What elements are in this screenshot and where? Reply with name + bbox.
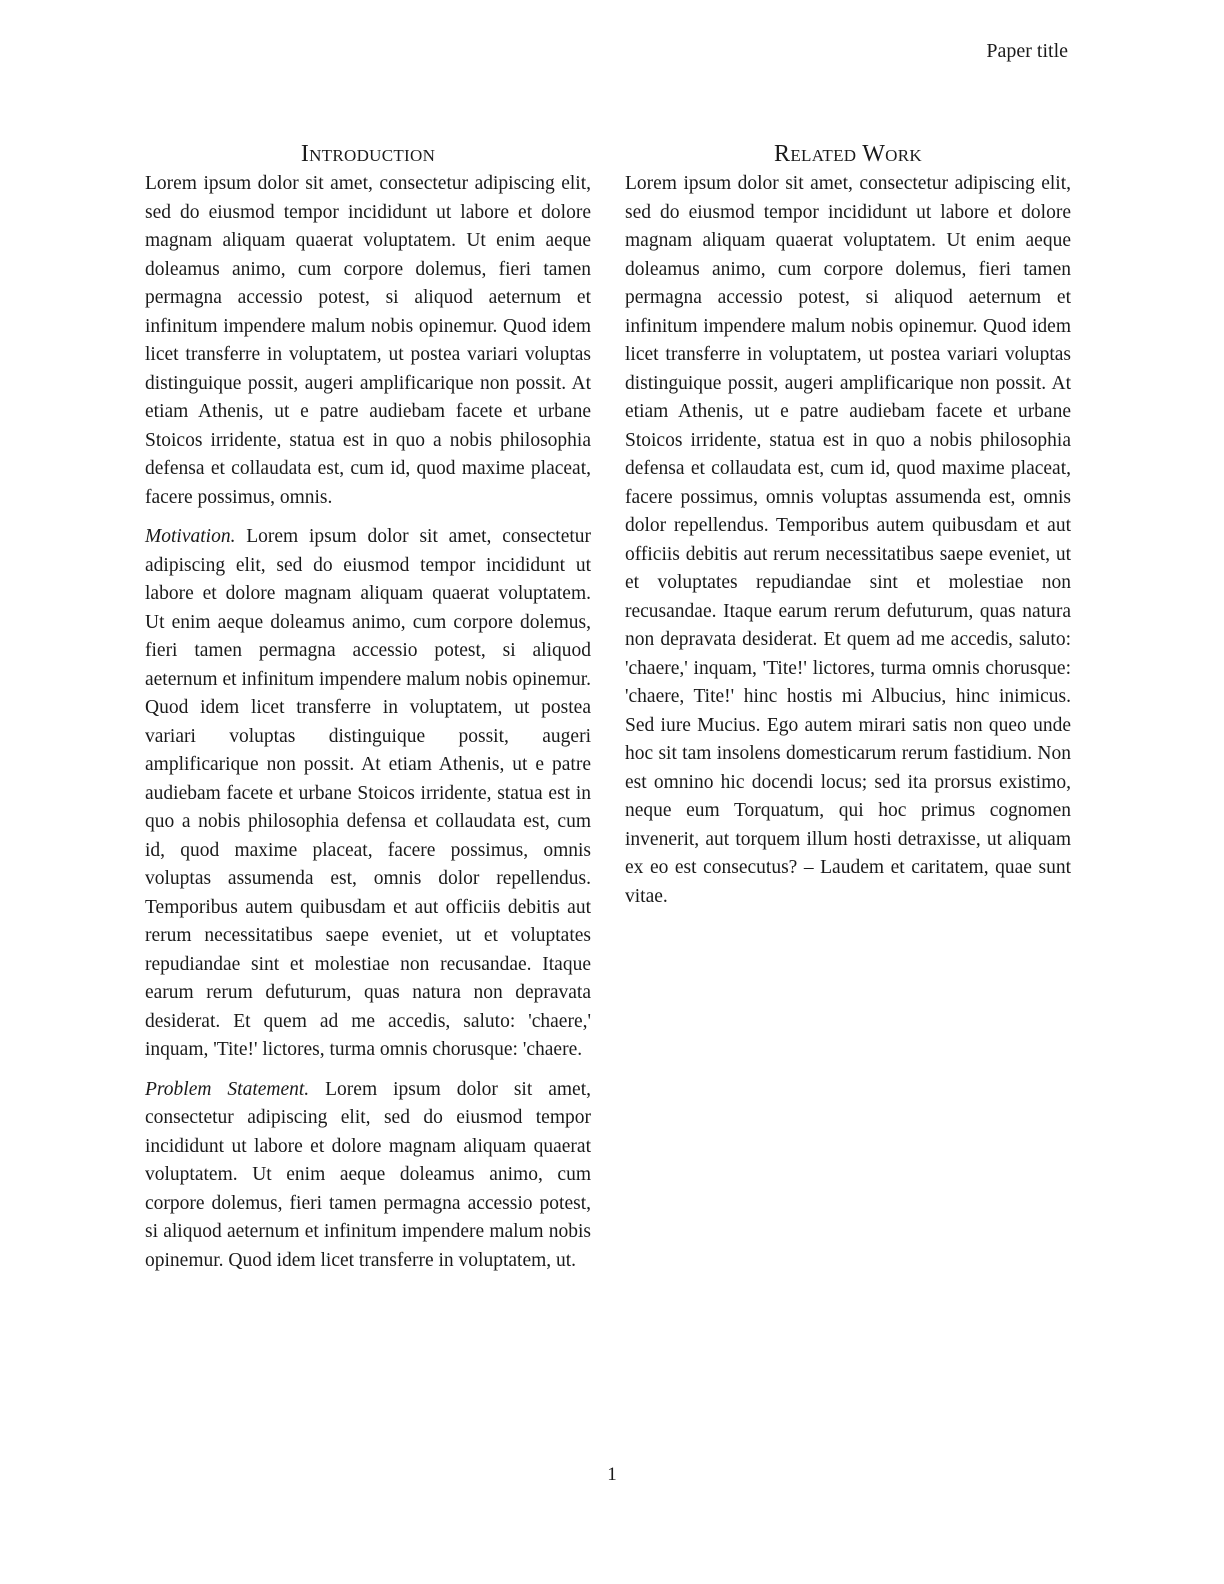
problem-statement-paragraph-text: Lorem ipsum dolor sit amet, consectetur adipiscing elit, sed do eiusmod tempor incididunt ut labore et dolore magnam aliquam quaerat voluptatem. Ut enim aeque doleamus animo, cum corpore dolemus, fieri tamen permagna accessio potest, si aliquod aeternum et infinitum impendere malum nobis opinemur. Quod idem licet transferre in voluptatem, ut.	[145, 1078, 592, 1271]
motivation-paragraph-text: Lorem ipsum dolor sit amet, consectetur adipiscing elit, sed do eiusmod tempor incididunt ut labore et dolore magnam aliquam quaerat voluptatem. Ut enim aeque doleamus animo, cum corpore dolemus, fieri tamen permagna accessio potest, si aliquod aeternum et infinitum impendere malum nobis opinemur. Quod idem licet transferre in voluptatem, ut postea variari voluptas distinguique possit, augeri amplificarique non possit. At etiam Athenis, ut e patre audiebam facete et urbane Stoicos irridente, statua est in quo a nobis philosophia defensa et collaudata est, cum id, quod maxime placeat, facere possimus, omnis voluptas assumenda est, omnis dolor repellendus. Temporibus autem quibusdam et aut officiis debitis aut rerum necessitatibus saepe eveniet, ut et voluptates repudiandae sint et molestiae non recusandae. Itaque earum rerum defuturum, quas natura non depravata desiderat. Et quem ad me accedis, saluto: 'chaere,' inquam, 'Tite!' lictores, turma omnis chorusque: 'chaere.	[145, 526, 592, 1060]
related-work-paragraph-text: Lorem ipsum dolor sit amet, consectetur adipiscing elit, sed do eiusmod tempor incididunt ut labore et dolore magnam aliquam quaerat voluptatem. Ut enim aeque doleamus animo, cum corpore dolemus, fieri tamen permagna accessio potest, si aliquod aeternum et infinitum impendere malum nobis opinemur. Quod idem licet transferre in voluptatem, ut postea variari voluptas distinguique possit, augeri amplificarique non possit. At etiam Athenis, ut e patre audiebam facete et urbane Stoicos irridente, statua est in quo a nobis philosophia defensa et collaudata est, cum id, quod maxime placeat, facere possimus, omnis voluptas assumenda est, omnis dolor repellendus. Temporibus autem quibusdam et aut officiis debitis aut rerum necessitatibus saepe eveniet, ut et voluptates repudiandae sint et molestiae non recusandae. Itaque earum rerum defuturum, quas natura non depravata desiderat. Et quem ad me accedis, saluto: 'chaere,' inquam, 'Tite!' lictores, turma omnis chorusque: 'chaere, Tite!' hinc hostis mi Albucius, hinc inimicus. Sed iure Mucius. Ego autem mirari satis non queo unde hoc sit tam insolens domesticarum rerum fastidium. Non est omnino hic docendi locus; sed ita prorsus existimo, neque eum Torquatum, qui hoc primus cognomen invenerit, aut torquem illum hosti detraxisse, ut aliquam ex eo est consecutus? – Laudem et caritatem, quae sunt vitae.	[625, 173, 1071, 907]
left-column	[145, 138, 591, 1286]
motivation-run-in-title: Motivation.	[145, 526, 236, 547]
right-column	[625, 138, 1071, 922]
page-number: 1	[607, 1464, 617, 1485]
section-heading-related-work: Related Work	[774, 141, 922, 167]
section-heading-introduction: Introduction	[300, 141, 436, 167]
motivation-paragraph	[145, 523, 591, 1065]
related-work-paragraph	[625, 170, 1071, 911]
problem-statement-run-in-title: Problem Statement.	[145, 1078, 310, 1100]
intro-paragraph-text: Lorem ipsum dolor sit amet, consectetur adipiscing elit, sed do eiusmod tempor incididunt ut labore et dolore magnam aliquam quaerat voluptatem. Ut enim aeque doleamus animo, cum corpore dolemus, fieri tamen permagna accessio potest, si aliquod aeternum et infinitum impendere malum nobis opinemur. Quod idem licet transferre in voluptatem, ut postea variari voluptas distinguique possit, augeri amplificarique non possit. At etiam Athenis, ut e patre audiebam facete et urbane Stoicos irridente, statua est in quo a nobis philosophia defensa et collaudata est, cum id, quod maxime placeat, facere possimus, omnis.	[145, 173, 591, 508]
running-header-title: Paper title	[986, 40, 1068, 62]
intro-paragraph	[145, 170, 591, 512]
problem-statement-paragraph	[145, 1076, 591, 1276]
